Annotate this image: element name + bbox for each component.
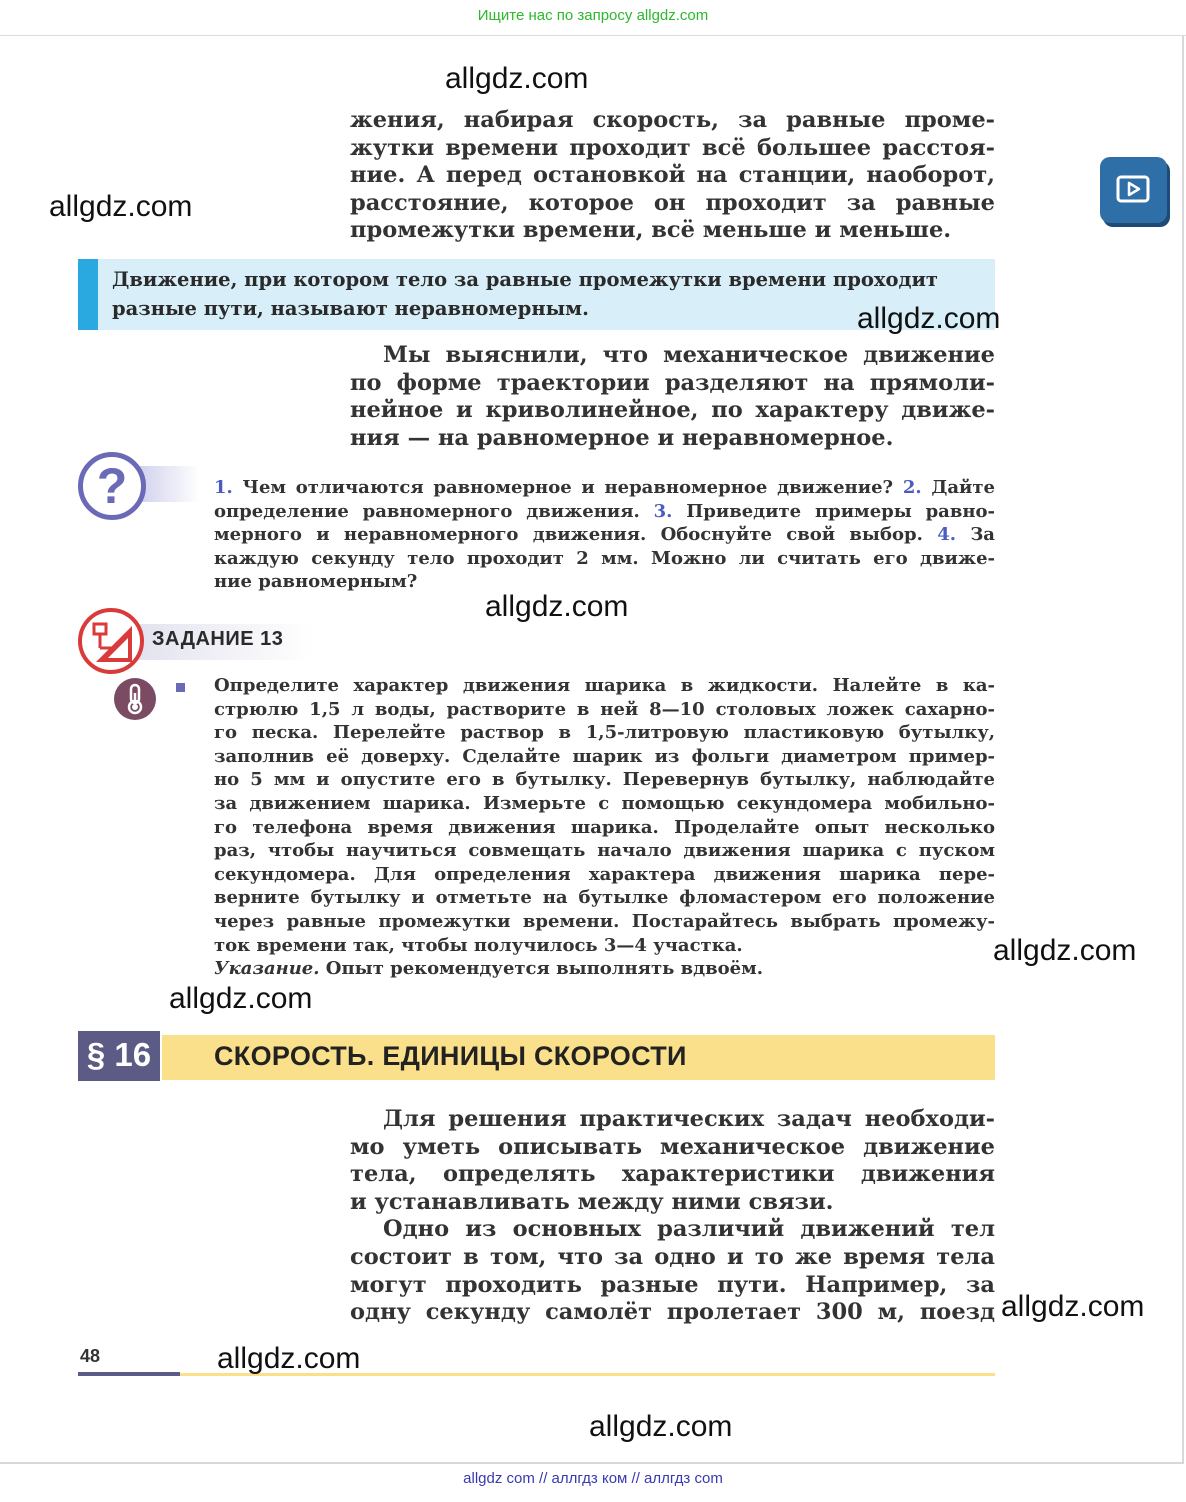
watermark: allgdz.com bbox=[217, 1342, 361, 1375]
definition-line: разные пути, называют неравномерным. bbox=[112, 297, 589, 320]
text-line: расстояние, которое он проходит за равные bbox=[350, 189, 995, 216]
task-line: ток времени так, чтобы получилось 3—4 участка. bbox=[214, 934, 743, 956]
text-line: тела, определять характеристики движения bbox=[350, 1161, 995, 1188]
text-line: мо уметь описывать механическое движение bbox=[350, 1133, 995, 1160]
text-line: Одно из основных различий движений тел bbox=[383, 1216, 995, 1243]
bullet-square bbox=[176, 683, 185, 692]
text-line: жутки времени проходит всё большее расстоя- bbox=[350, 134, 995, 161]
text-line: Для решения практических задач необходи- bbox=[383, 1106, 995, 1132]
watermark: allgdz.com bbox=[993, 934, 1137, 967]
footer-line-dark bbox=[78, 1372, 180, 1376]
definition-line: Движение, при котором тело за равные промежутки времени проходит bbox=[112, 268, 939, 291]
watermark: allgdz.com bbox=[485, 590, 629, 623]
task-line: стрюлю 1,5 л воды, растворите в ней 8—10 столовых ложек сахарно- bbox=[214, 698, 995, 720]
paragraph-summary bbox=[350, 342, 995, 452]
task-line: за движением шарика. Измерьте с помощью секундомера мобильно- bbox=[214, 792, 995, 814]
task-line: го телефона время движения шарика. Проделайте опыт несколько bbox=[214, 816, 995, 838]
paragraph-intro bbox=[350, 107, 995, 245]
text-line: Мы выяснили, что механическое движение bbox=[383, 342, 995, 368]
question-line bbox=[214, 523, 995, 547]
section-number: § 16 bbox=[78, 1031, 160, 1081]
question-text: За bbox=[970, 524, 995, 546]
text-line: могут проходить разные пути. Например, за bbox=[350, 1271, 995, 1298]
task-line: секундомера. Для определения характера движения шарика пере- bbox=[214, 863, 995, 885]
task-line: го песка. Перелейте раствор в 1,5-литровую пластиковую бутылку, bbox=[214, 722, 995, 744]
hint-text: Опыт рекомендуется выполнять вдвоём. bbox=[319, 958, 763, 980]
play-icon bbox=[1114, 171, 1152, 209]
top-banner: Ищите нас по запросу allgdz.com bbox=[0, 0, 1186, 36]
questions-band bbox=[140, 466, 200, 502]
page-number: 48 bbox=[80, 1346, 101, 1366]
task-text bbox=[214, 674, 995, 981]
task-title: ЗАДАНИЕ 13 bbox=[152, 628, 284, 650]
text-line: ние. А перед остановкой на станции, наоборот, bbox=[350, 162, 995, 189]
text-line: жения, набирая скорость, за равные проме- bbox=[350, 107, 995, 133]
question-line: каждую секунду тело проходит 2 мм. Можно ли считать его движе- bbox=[214, 547, 995, 569]
question-line: ние равномерным? bbox=[214, 571, 418, 593]
text-line: промежутки времени, всё меньше и меньше. bbox=[350, 217, 952, 244]
task-line: но 5 мм и опустите его в бутылку. Перевернув бутылку, наблюдайте bbox=[214, 769, 995, 791]
text-line: одну секунду самолёт пролетает 300 м, поезд bbox=[350, 1299, 995, 1326]
watermark: allgdz.com bbox=[589, 1410, 733, 1443]
thermometer-icon bbox=[114, 678, 156, 720]
video-play-button[interactable] bbox=[1100, 157, 1167, 223]
task-line: Определите характер движения шарика в жидкости. Налейте в ка- bbox=[214, 675, 995, 696]
task-line: заполнив её доверху. Сделайте шарик из фольги диаметром пример- bbox=[214, 745, 995, 767]
question-number: 2. bbox=[902, 477, 922, 498]
question-text: Приведите примеры равно- bbox=[686, 500, 995, 522]
question-number: 4. bbox=[937, 524, 956, 546]
question-text: Чем отличаются равномерное и неравномерное движение? bbox=[242, 477, 894, 498]
text-line: состоит в том, что за одно и то же время тела bbox=[350, 1243, 995, 1270]
task-line: через равные промежутки времени. Постарайтесь выбрать промежу- bbox=[214, 910, 995, 932]
task-hint bbox=[214, 957, 995, 981]
question-text: определение равномерного движения. bbox=[214, 500, 640, 522]
paragraph-section-intro bbox=[350, 1106, 995, 1327]
watermark: allgdz.com bbox=[169, 982, 313, 1015]
questions-block bbox=[214, 476, 995, 594]
question-text: Дайте bbox=[931, 477, 995, 498]
watermark: allgdz.com bbox=[49, 190, 193, 223]
watermark: allgdz.com bbox=[1001, 1290, 1145, 1323]
watermark: allgdz.com bbox=[445, 62, 589, 95]
question-number: 3. bbox=[653, 500, 673, 522]
text-line: нейное и криволинейное, по характеру движе- bbox=[350, 397, 995, 424]
text-line: и устанавливать между ними связи. bbox=[350, 1188, 834, 1215]
question-mark-icon: ? bbox=[78, 452, 146, 520]
task-diagram-icon bbox=[78, 608, 144, 674]
hint-label: Указание. bbox=[214, 958, 320, 980]
footer-links[interactable]: allgdz com // аллгдз ком // аллгдз com bbox=[463, 1470, 723, 1487]
section-title: СКОРОСТЬ. ЕДИНИЦЫ СКОРОСТИ bbox=[214, 1041, 687, 1071]
text-line: по форме траектории разделяют на прямоли- bbox=[350, 369, 995, 396]
question-number: 1. bbox=[214, 477, 233, 498]
question-text: мерного и неравномерного движения. Обоснуйте свой выбор. bbox=[214, 524, 923, 546]
watermark: allgdz.com bbox=[857, 302, 1001, 335]
task-line: верните бутылку и отметьте на бутылке фломастером его положение bbox=[214, 887, 995, 909]
text-line: ния — на равномерное и неравномерное. bbox=[350, 424, 894, 451]
question-line bbox=[214, 476, 995, 500]
task-line: раз, чтобы научиться совмещать начало движения шарика с пуском bbox=[214, 840, 995, 862]
question-line bbox=[214, 500, 995, 524]
